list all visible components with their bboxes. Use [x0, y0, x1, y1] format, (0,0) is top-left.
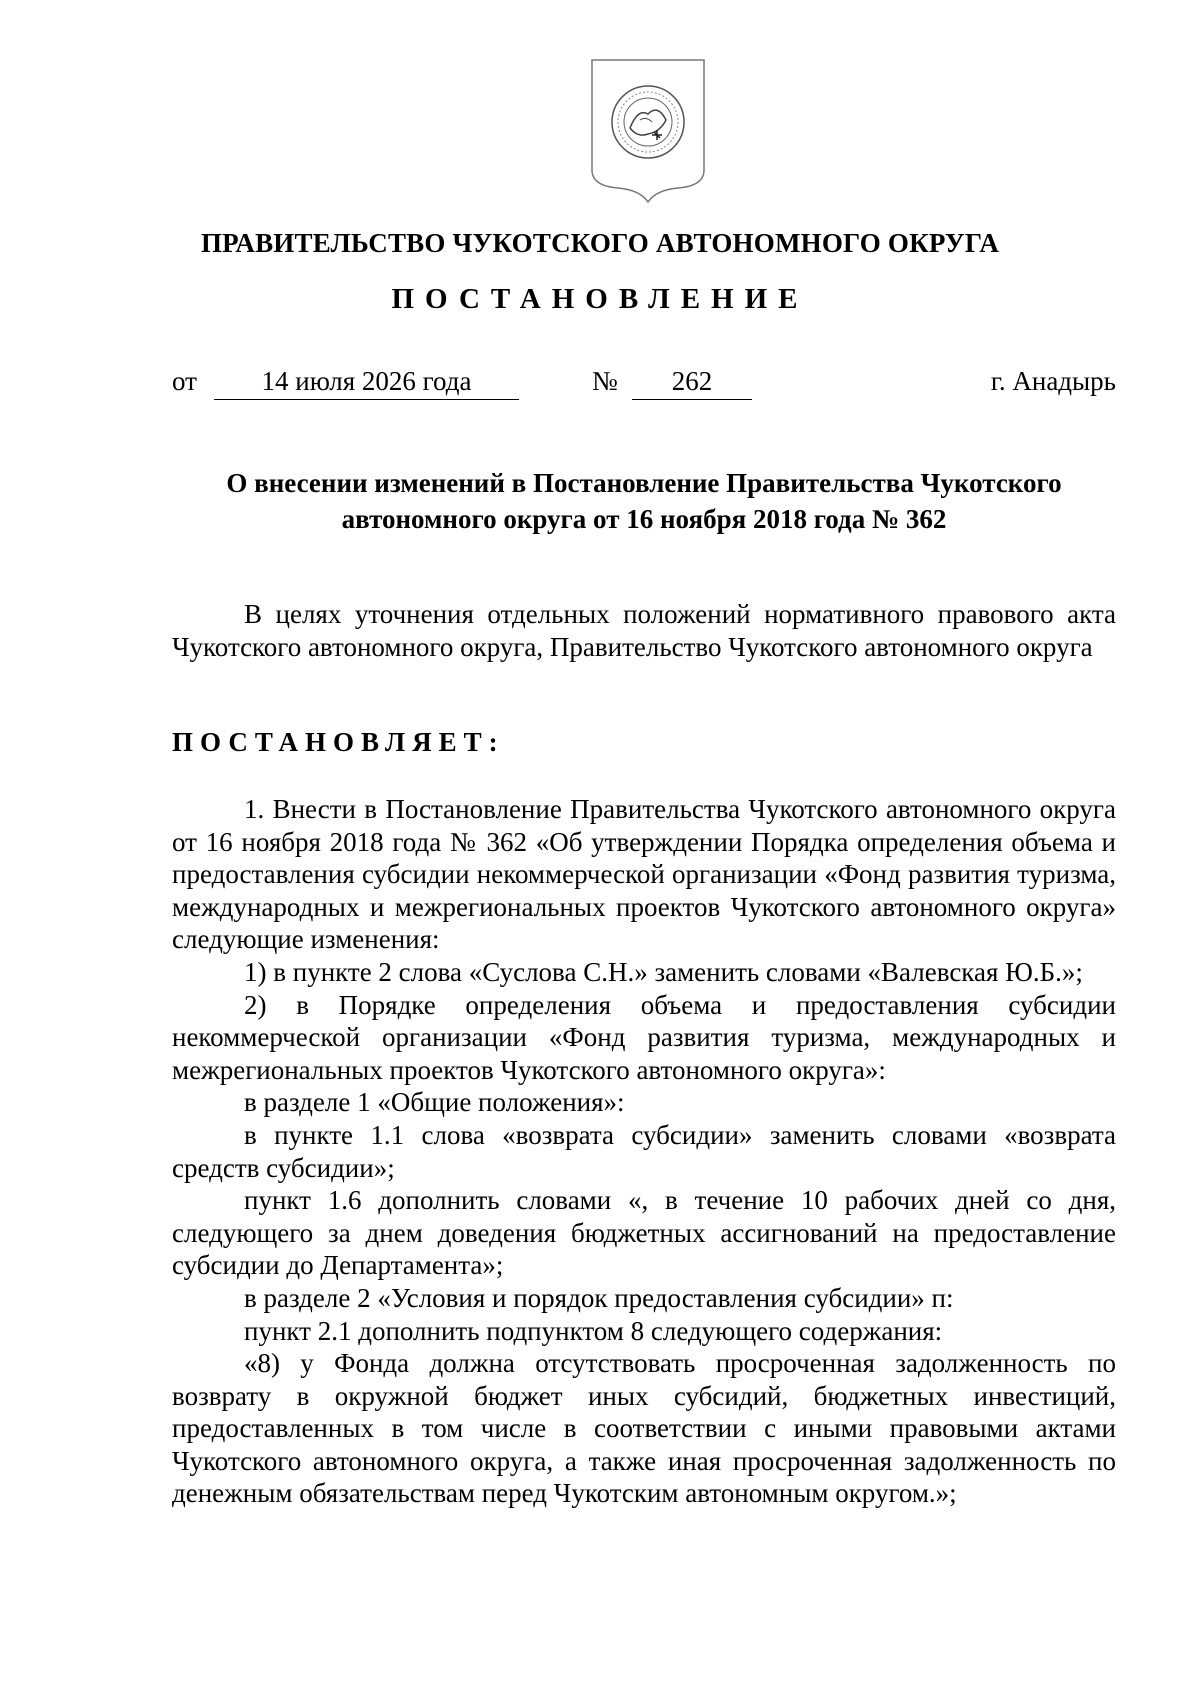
- paragraph: 2) в Порядке определения объема и предоставления субсидии некоммерческой организации «Фонд развития туризма, международных и межрегиональных проектов Чукотского автономного округа»:: [172, 989, 1116, 1085]
- organization-title: ПРАВИТЕЛЬСТВО ЧУКОТСКОГО АВТОНОМНОГО ОКРУГА: [200, 228, 1000, 258]
- number-sign-label: №: [592, 366, 618, 396]
- preamble-block: [172, 598, 1116, 663]
- decree-body: [172, 793, 1116, 1510]
- paragraph: в разделе 2 «Условия и порядок предоставления субсидии» п:: [244, 1282, 954, 1313]
- paragraph: 1) в пункте 2 слова «Суслова С.Н.» заменить словами «Валевская Ю.Б.»;: [244, 956, 1083, 987]
- paragraph: в разделе 1 «Общие положения»:: [244, 1087, 625, 1118]
- subject-line-1: О внесении изменений в Постановление Правительства Чукотского: [226, 468, 1062, 498]
- decree-number: 262: [632, 366, 752, 400]
- paragraph: пункт 1.6 дополнить словами «, в течение 10 рабочих дней со дня, следующего за днем доведения бюджетных ассигнований на предоставление субсидии до Департамента»;: [172, 1185, 1116, 1281]
- resolves-heading: ПОСТАНОВЛЯЕТ:: [172, 727, 505, 757]
- paragraph: в пункте 1.1 слова «возврата субсидии» заменить словами «возврата средств субсидии»;: [172, 1119, 1116, 1183]
- decree-meta-line: [172, 366, 1116, 406]
- paragraph: «8) у Фонда должна отсутствовать просроченная задолженность по возврату в окружной бюджет иных субсидий, бюджетных инвестиций, предоставленных в том числе в соответствии с иными правовыми актами Чукотского автономного округа, а также иная просроченная задолженность по денежным обязательствам перед Чукотским автономным округом.»;: [172, 1348, 1116, 1509]
- subject-line-2: автономного округа от 16 ноября 2018 года № 362: [341, 504, 947, 534]
- paragraph: пункт 2.1 дополнить подпунктом 8 следующего содержания:: [244, 1315, 943, 1346]
- preamble-paragraph: В целях уточнения отдельных положений нормативного правового акта Чукотского автономного округа, Правительство Чукотского автономного округа: [172, 599, 1116, 662]
- decree-subject: [172, 465, 1116, 537]
- date-prefix-label: от: [172, 366, 197, 396]
- coat-of-arms-icon: [588, 58, 708, 204]
- paragraph: 1. Внести в Постановление Правительства Чукотского автономного округа от 16 ноября 2018 года № 362 «Об утверждении Порядка определения объема и предоставления субсидии некоммерческой организации «Фонд развития туризма, международных и межрегиональных проектов Чукотского автономного округа» следующие изменения:: [172, 794, 1116, 955]
- decree-date: 14 июля 2026 года: [214, 366, 519, 400]
- document-type-title: ПОСТАНОВЛЕНИЕ: [391, 283, 809, 315]
- decree-city: г. Анадырь: [990, 366, 1116, 396]
